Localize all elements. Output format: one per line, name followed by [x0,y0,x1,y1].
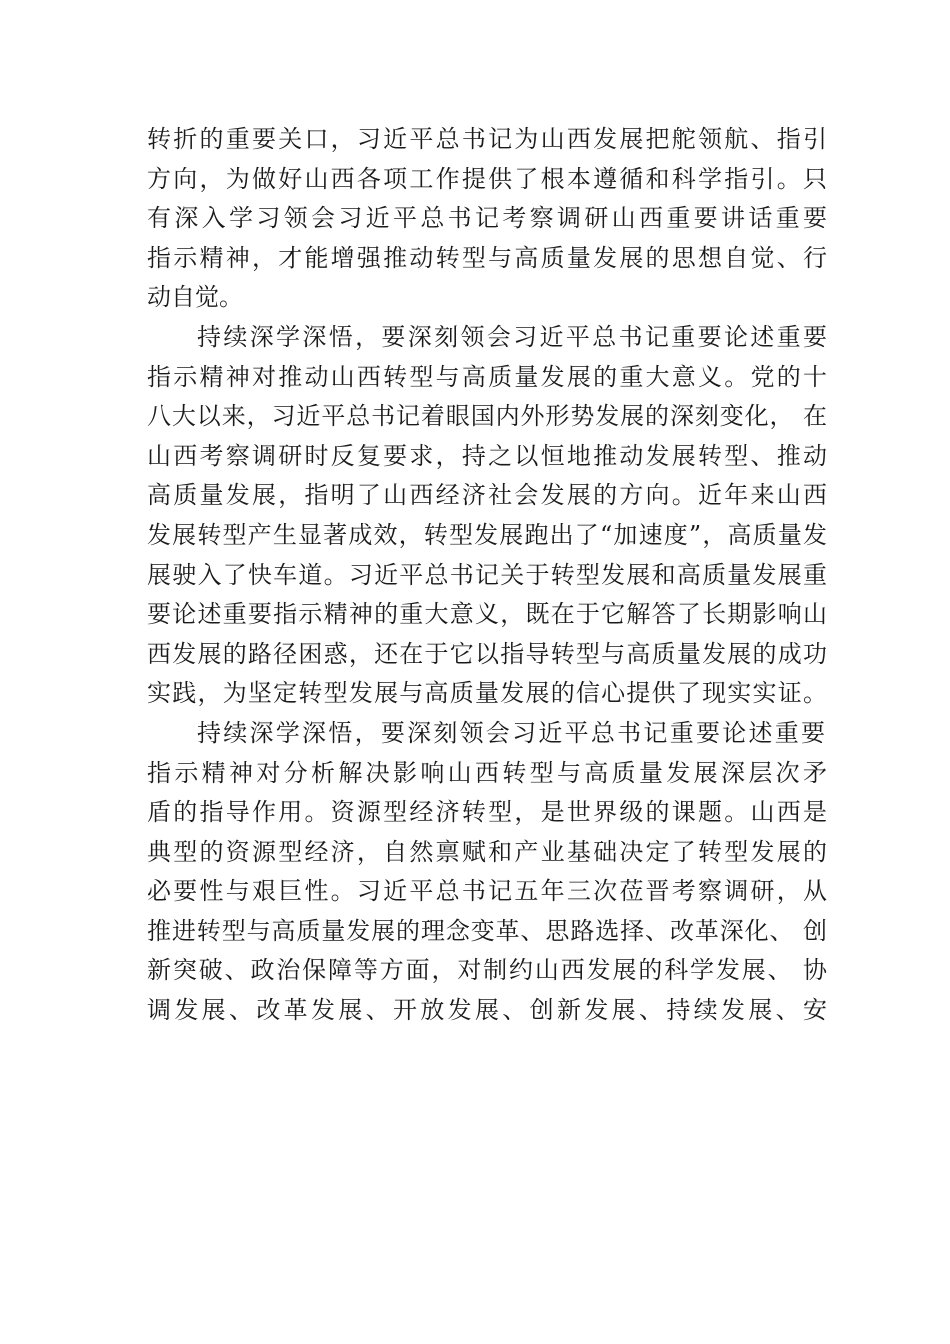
text-line: 八大以来，习近平总书记着眼国内外形势发展的深刻变化， 在 [147,402,827,431]
text-line: 高质量发展，指明了山西经济社会发展的方向。近年来山西 [147,481,827,510]
text-line: 要论述重要指示精神的重大意义，既在于它解答了长期影响山 [147,600,827,629]
text-line: 新突破、政治保障等方面，对制约山西发展的科学发展、 协 [147,956,827,985]
text-line: 西发展的路径困惑，还在于它以指导转型与高质量发展的成功 [147,639,827,668]
text-line: 有深入学习领会习近平总书记考察调研山西重要讲话重要 [147,204,827,233]
text-line: 转折的重要关口，习近平总书记为山西发展把舵领航、指引 [147,125,827,153]
body-text [147,120,827,1031]
text-line: 调发展、改革发展、开放发展、创新发展、持续发展、安 [147,996,827,1025]
text-line: 动自觉。 [147,283,243,312]
text-line: 指示精神，才能增强推动转型与高质量发展的思想自觉、行 [147,243,827,272]
text-line: 山西考察调研时反复要求，持之以恒地推动发展转型、推动 [147,441,827,470]
text-line: 发展转型产生显著成效，转型发展跑出了“加速度”，高质量发 [147,520,827,549]
text-line: 方向，为做好山西各项工作提供了根本遵循和科学指引。只 [147,164,827,193]
text-line: 推进转型与高质量发展的理念变革、思路选择、改革深化、 创 [147,916,827,945]
text-line: 指示精神对分析解决影响山西转型与高质量发展深层次矛 [147,758,827,787]
text-line: 持续深学深悟，要深刻领会习近平总书记重要论述重要 [197,322,827,351]
text-line: 典型的资源型经济，自然禀赋和产业基础决定了转型发展的 [147,837,827,866]
text-line: 持续深学深悟，要深刻领会习近平总书记重要论述重要 [197,718,825,747]
text-line: 盾的指导作用。资源型经济转型，是世界级的课题。山西是 [147,798,827,827]
text-line: 指示精神对推动山西转型与高质量发展的重大意义。党的十 [147,362,827,391]
text-line: 必要性与艰巨性。习近平总书记五年三次莅晋考察调研，从 [147,877,827,906]
text-line: 实践，为坚定转型发展与高质量发展的信心提供了现实实证。 [147,679,827,708]
text-line: 展驶入了快车道。习近平总书记关于转型发展和高质量发展重 [147,560,827,589]
